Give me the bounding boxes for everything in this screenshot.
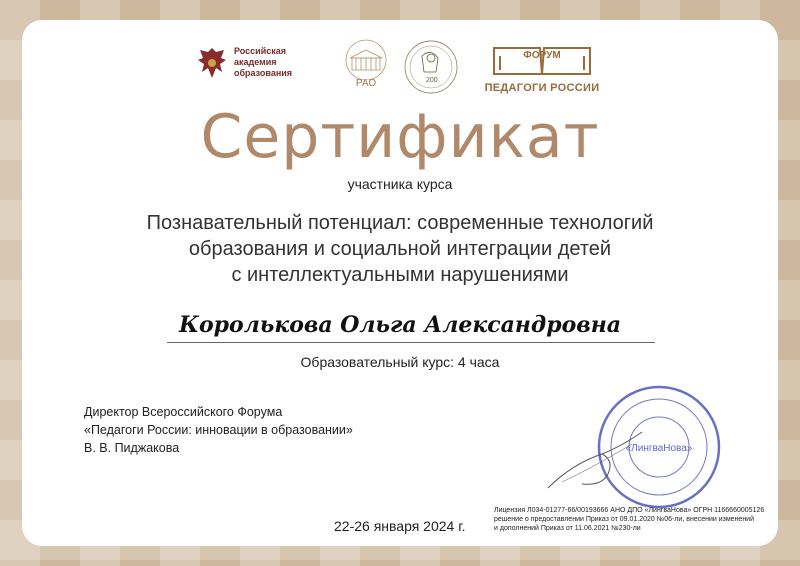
course-title-line: с интеллектуальными нарушениями xyxy=(231,264,569,286)
signature-line: «Педагоги России: инновации в образовании» xyxy=(84,423,353,437)
signature-line: В. В. Пиджакова xyxy=(84,441,180,455)
forum-book-word: ФОРУМ xyxy=(523,50,561,61)
certificate-title: Сертификат xyxy=(200,102,600,172)
license-line: решение о предоставлении Приказ от 09.01.2020 №06-ли, внесении изменений xyxy=(494,516,755,523)
participant-name: Королькова Ольга Александровна xyxy=(178,312,622,338)
anniversary-seal-icon xyxy=(402,38,460,96)
license-line: Лицензия Л034-01277-66/00193666 АНО ДПО «ЛингваНова» ОГРН 1166660005126 xyxy=(494,507,765,514)
logos-row xyxy=(22,38,778,108)
ran-logo xyxy=(194,40,324,95)
ran-logo-text: Российская академия образования xyxy=(234,46,293,78)
director-signature-block xyxy=(84,403,444,457)
license-line: и дополнений Приказ от 11.06.2021 №230-ли xyxy=(494,525,641,532)
svg-text:200: 200 xyxy=(426,77,438,84)
rao-building-icon xyxy=(340,38,392,80)
course-hours: Образовательный курс: 4 часа xyxy=(300,354,500,370)
rao-logo xyxy=(340,38,392,96)
round-stamp-icon xyxy=(594,382,724,512)
forum-label: ПЕДАГОГИ РОССИИ xyxy=(484,82,600,94)
anniversary-seal-logo xyxy=(402,38,460,96)
course-title-line: образования и социальной интеграции детей xyxy=(188,238,612,260)
license-info xyxy=(494,506,772,533)
certificate-subtitle: участника курса xyxy=(347,176,453,192)
course-title xyxy=(82,210,718,288)
name-underline xyxy=(167,342,655,343)
certificate-card xyxy=(22,20,778,546)
double-eagle-emblem-icon xyxy=(194,44,230,82)
stamp-center-text: «ЛингваНова» xyxy=(625,443,693,454)
course-title-line: Познавательный потенциал: современные технологий xyxy=(146,212,654,234)
forum-logo xyxy=(482,44,602,104)
rao-label: РАО xyxy=(355,78,377,89)
signature-line: Директор Всероссийского Форума xyxy=(84,405,283,419)
certificate-date: 22-26 января 2024 г. xyxy=(334,518,466,534)
